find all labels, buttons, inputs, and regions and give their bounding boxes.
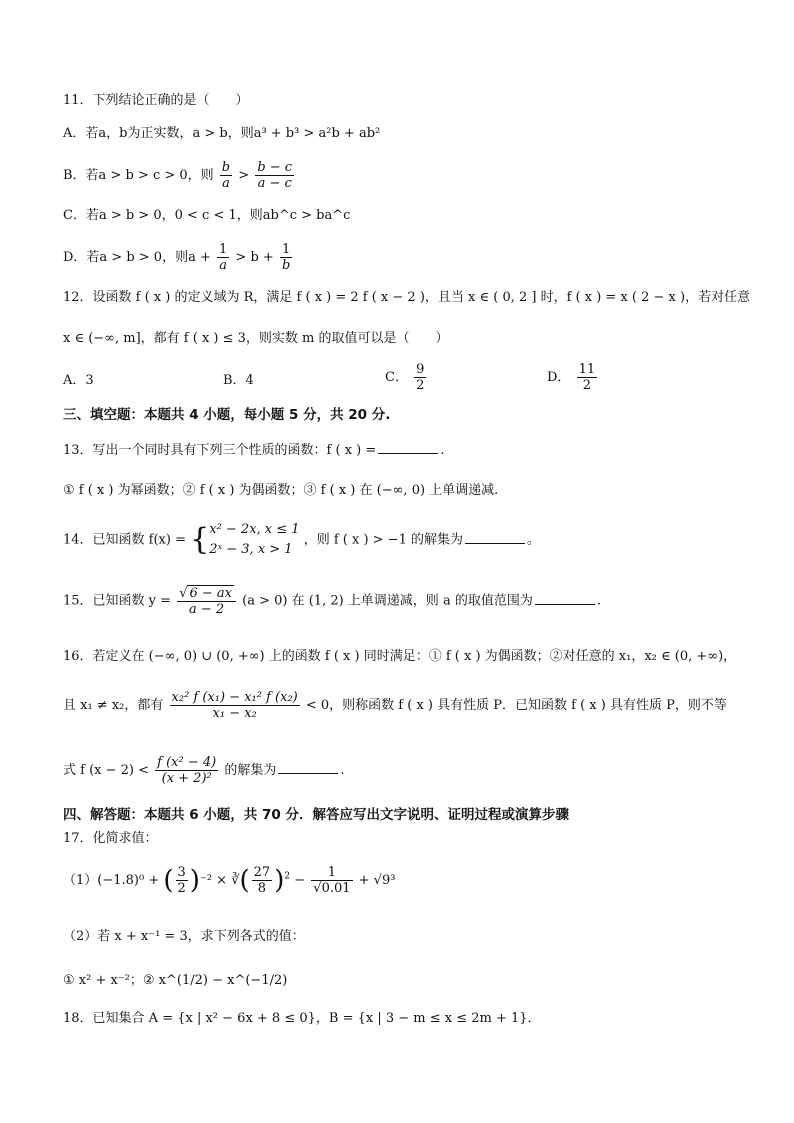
q13-text: 13．写出一个同时具有下列三个性质的函数：f ( x ) = <box>63 443 377 458</box>
q16-line2 <box>63 690 727 721</box>
q12-line2: x ∈ (−∞, m]，都有 f ( x ) ≤ 3，则实数 m 的取值可以是（ ） <box>63 331 449 346</box>
q12-option-d <box>547 362 599 393</box>
left-paren: ( <box>239 865 250 896</box>
numerator: 11 <box>578 362 596 377</box>
denominator: 8 <box>257 881 267 896</box>
radicand: 6 − ax <box>189 586 232 601</box>
q14-prefix: 14．已知函数 f(x) = <box>63 532 186 548</box>
q17-stem: 17．化简求值： <box>63 831 158 846</box>
q11-d-frac1 <box>217 242 229 273</box>
q17-frac1 <box>176 865 188 896</box>
q11-option-d <box>63 242 294 273</box>
q13-line1 <box>63 440 444 460</box>
q16-line2-suffix: < 0，则称函数 f ( x ) 具有性质 P．已知函数 f ( x ) 具有性质 P，则不等 <box>305 698 727 713</box>
q16-line3 <box>63 755 345 786</box>
q15-line <box>63 585 601 617</box>
numerator: 9 <box>416 362 425 377</box>
q11-d-frac2 <box>280 242 292 273</box>
right-paren: ) <box>189 865 200 896</box>
answer-blank <box>278 760 338 774</box>
q12-options <box>63 362 743 402</box>
q16-line2-prefix: 且 x₁ ≠ x₂，都有 <box>63 698 164 713</box>
denominator: b <box>281 258 291 273</box>
q14-cases <box>209 520 299 560</box>
q14-line <box>63 520 540 560</box>
cube-root-sign: ∛ <box>231 873 240 888</box>
denominator: 2 <box>416 378 425 393</box>
q17-p1-minus: − <box>294 873 306 888</box>
option-letter: C． <box>385 370 408 385</box>
answer-blank <box>535 591 595 605</box>
q14-end: 。 <box>526 532 540 548</box>
q11-b-relation: > <box>238 168 250 183</box>
q17-part2: （2）若 x + x⁻¹ = 3，求下列各式的值： <box>63 929 305 944</box>
denominator: a − 2 <box>189 602 225 617</box>
q17-part2-items: ① x² + x⁻²；② x^(1/2) − x^(−1/2) <box>63 973 288 988</box>
q17-p1-end: + √9³ <box>358 873 396 888</box>
q16-line3-suffix: 的解集为 <box>224 763 277 778</box>
q12-d-frac <box>577 362 598 393</box>
denominator: 2 <box>177 881 186 896</box>
left-brace: { <box>190 522 210 557</box>
q12-option-a: A．3 <box>63 373 94 388</box>
numerator: 1 <box>311 865 352 881</box>
denominator: 2 <box>582 378 591 393</box>
case-2: 2ˣ − 3, x > 1 <box>209 542 293 557</box>
numerator: b <box>221 160 231 175</box>
q11-d-mid: > b + <box>235 250 274 265</box>
right-paren: ) <box>274 865 285 896</box>
q16-end: . <box>340 763 345 778</box>
numerator: 1 <box>280 242 292 258</box>
q13-end: . <box>440 443 445 458</box>
option-letter: D． <box>547 370 571 385</box>
answer-blank <box>465 530 525 544</box>
exponent: 2 <box>284 871 291 882</box>
q15-frac <box>177 585 236 617</box>
numerator: √ 6 − ax <box>177 585 236 602</box>
denominator: x₁ − x₂ <box>212 706 257 721</box>
case-1: x² − 2x, x ≤ 1 <box>209 522 300 537</box>
section-4-heading: 四、解答题：本题共 6 小题，共 70 分．解答应写出文字说明、证明过程或演算步骤 <box>63 807 569 823</box>
q14-suffix: ，则 f ( x ) > −1 的解集为 <box>303 532 463 548</box>
q17-frac3 <box>311 865 352 896</box>
q16-frac2 <box>155 755 218 786</box>
numerator: b − c <box>257 160 293 175</box>
section-3-heading: 三、填空题：本题共 4 小题，每小题 5 分，共 20 分. <box>63 407 391 423</box>
q16-line1: 16．若定义在 (−∞, 0) ∪ (0, +∞) 上的函数 f ( x ) 同时满足：① f ( x ) 为偶函数；②对任意的 x₁，x₂ ∈ (0, +∞)， <box>63 649 737 664</box>
q17-frac2 <box>252 865 273 896</box>
q11-d-prefix: D．若a > b > 0，则a + <box>63 250 211 265</box>
numerator: 3 <box>177 865 186 880</box>
left-paren: ( <box>163 865 174 896</box>
numerator: 1 <box>219 242 228 257</box>
q17-p1-prefix: （1）(−1.8)⁰ + <box>63 873 160 888</box>
denominator: a <box>219 258 228 273</box>
q11-b-frac2 <box>255 160 294 191</box>
q15-suffix: (a > 0) 在 (1, 2) 上单调递减，则 a 的取值范围为 <box>242 593 533 609</box>
numerator: 27 <box>253 865 271 880</box>
denominator: (x + 2)² <box>161 771 212 786</box>
q15-prefix: 15．已知函数 y = <box>63 593 172 609</box>
denominator: √0.01 <box>313 881 351 896</box>
q12-option-c <box>385 362 428 393</box>
denominator: a <box>222 176 230 191</box>
q11-stem: 11．下列结论正确的是（ ） <box>63 93 249 108</box>
q11-b-frac1 <box>220 160 232 191</box>
q16-line3-prefix: 式 f (x − 2) < <box>63 763 150 778</box>
denominator: a − c <box>257 176 292 191</box>
q17-p1-mid: ⁻² × <box>199 873 228 888</box>
answer-blank <box>378 440 438 454</box>
q11-option-a: A．若a，b为正实数，a > b，则a³ + b³ > a²b + ab² <box>63 126 381 141</box>
q11-b-prefix: B．若a > b > c > 0，则 <box>63 168 214 183</box>
q18-text: 18．已知集合 A = {x | x² − 6x + 8 ≤ 0}，B = {x | 3 − m ≤ x ≤ 2m + 1}． <box>63 1011 541 1026</box>
q13-line2: ① f ( x ) 为幂函数；② f ( x ) 为偶函数；③ f ( x ) 在 (−∞, 0) 上单调递减. <box>63 483 499 498</box>
q16-frac <box>170 690 300 721</box>
q11-option-c: C．若a > b > 0，0 < c < 1，则ab^c > ba^c <box>63 208 351 223</box>
q12-option-b: B．4 <box>223 373 254 388</box>
numerator: x₂² f (x₁) − x₁² f (x₂) <box>171 690 298 705</box>
q12-c-frac <box>414 362 426 393</box>
q15-end: . <box>596 593 601 609</box>
q12-line1: 12．设函数 f ( x ) 的定义域为 R，满足 f ( x ) = 2 f ( x − 2 )，且当 x ∈ ( 0, 2 ] 时，f ( x ) = x ( 2 − x )，若对任意 <box>63 290 751 305</box>
q17-part1 <box>63 865 395 896</box>
numerator: f (x² − 4) <box>157 755 217 770</box>
q11-option-b <box>63 160 296 191</box>
